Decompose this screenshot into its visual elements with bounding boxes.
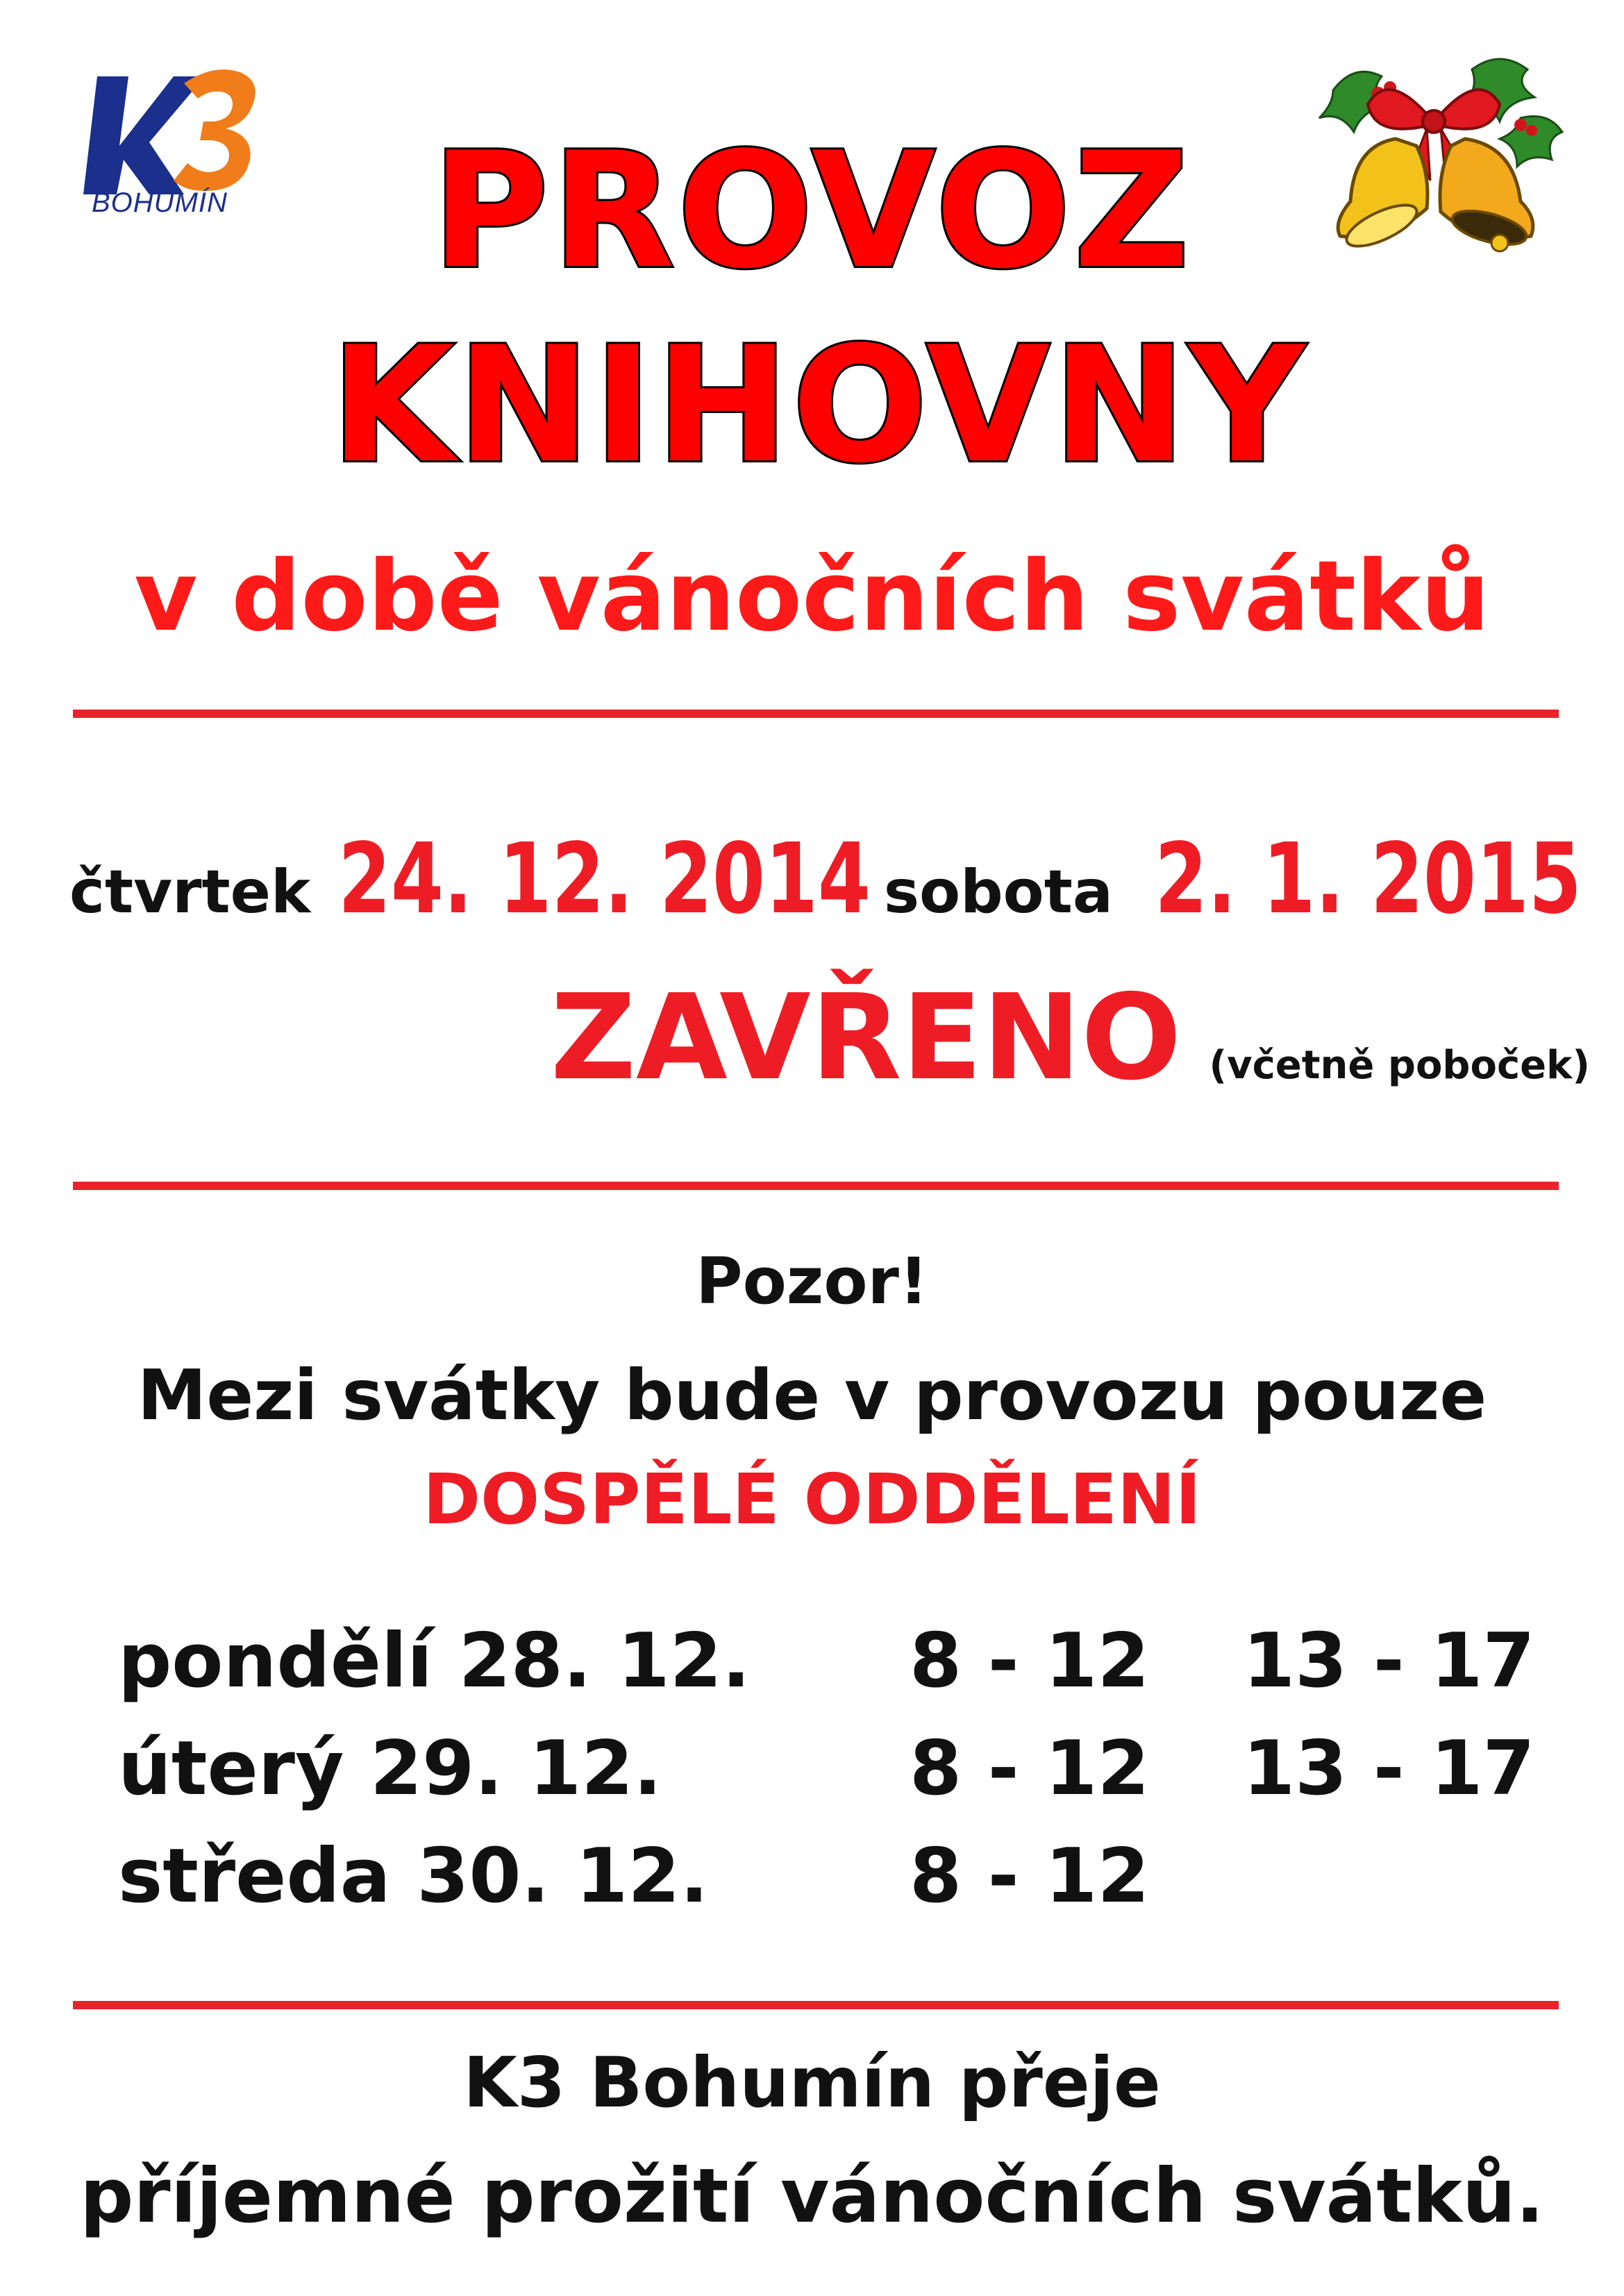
schedule-morning: 8 - 12 — [910, 1833, 1150, 1920]
footer-line-2: příjemné prožití vánočních svátků. — [80, 2153, 1544, 2240]
schedule-day: středa 30. 12. — [118, 1833, 709, 1920]
notice-heading: Pozor! — [696, 1244, 928, 1318]
separator-day: - sobota — [838, 857, 1113, 927]
closure-status: ZAVŘENO — [550, 969, 1182, 1107]
schedule-morning: 8 - 12 — [910, 1725, 1150, 1812]
subtitle: v době vánočních svátků — [134, 540, 1490, 653]
opening-schedule — [118, 1618, 1541, 1941]
notice-text: Mezi svátky bude v provozu pouze — [137, 1355, 1487, 1436]
divider — [73, 1182, 1559, 1190]
schedule-row — [118, 1725, 1541, 1833]
to-date: 2. 1. 2015 — [1154, 823, 1582, 936]
divider — [73, 2001, 1559, 2009]
title-line-1: PROVOZ — [431, 119, 1193, 304]
schedule-afternoon: 13 - 17 — [1243, 1618, 1535, 1704]
schedule-morning: 8 - 12 — [910, 1618, 1150, 1704]
schedule-afternoon: 13 - 17 — [1243, 1725, 1535, 1812]
closure-date-line — [69, 823, 1583, 936]
notice-department: DOSPĚLÉ ODDĚLENÍ — [423, 1459, 1201, 1540]
closure-note: (včetně poboček) — [1209, 1043, 1590, 1088]
schedule-row — [118, 1618, 1541, 1725]
logo-subtitle: BOHUMÍN — [92, 187, 228, 218]
from-day: čtvrtek — [69, 857, 311, 927]
schedule-row — [118, 1833, 1541, 1941]
divider — [73, 710, 1559, 718]
schedule-day: pondělí 28. 12. — [118, 1618, 751, 1704]
title-line-2: KNIHOVNY — [330, 313, 1308, 498]
footer-line-1: K3 Bohumín přeje — [463, 2042, 1161, 2123]
closure-status-row — [0, 969, 1590, 1107]
from-date: 24. 12. 2014 — [338, 823, 871, 936]
schedule-day: úterý 29. 12. — [118, 1725, 662, 1812]
